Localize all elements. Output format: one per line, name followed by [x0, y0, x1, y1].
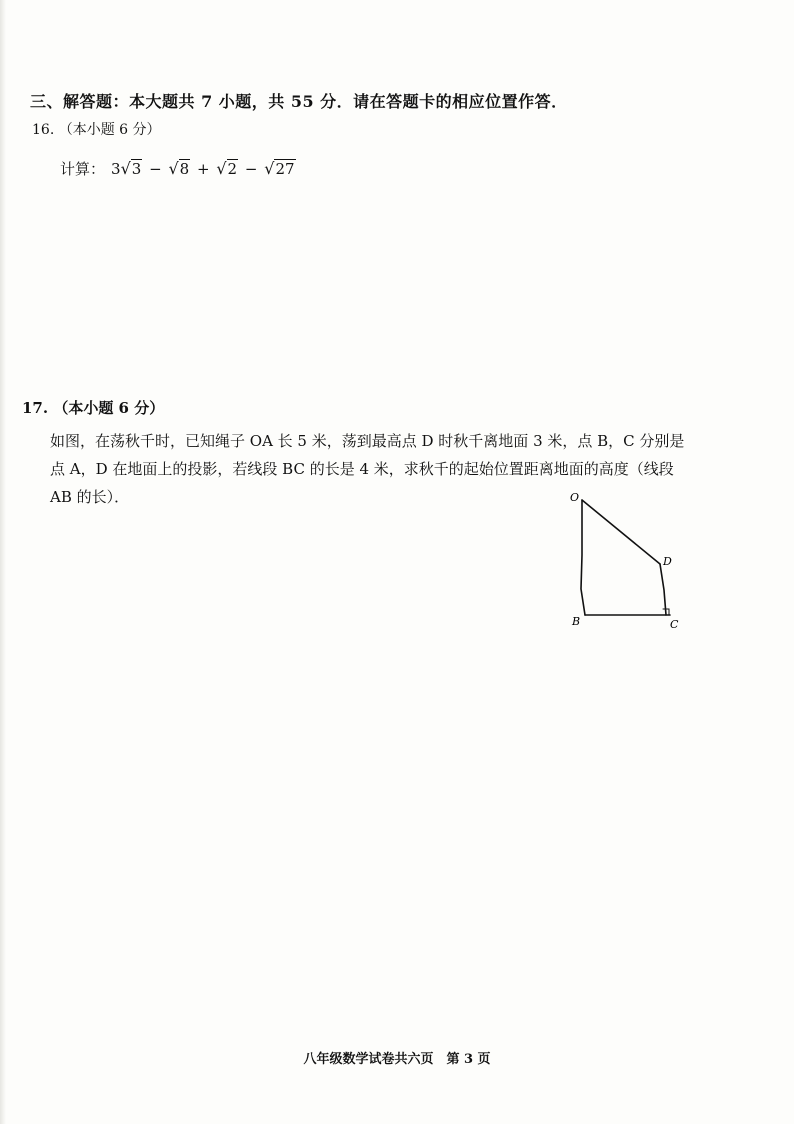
radicand-2: 8 — [179, 160, 190, 178]
segment-DC-line — [660, 564, 666, 615]
radical-4: √27 — [264, 159, 295, 178]
question-16-body — [60, 158, 296, 179]
swing-diagram — [560, 485, 690, 635]
label-C: C — [670, 618, 679, 631]
label-B: B — [572, 615, 581, 628]
operator-3: − — [244, 160, 258, 178]
radical-3: √2 — [216, 159, 238, 178]
question-17-header: 17. （本小题 6 分） — [22, 399, 165, 417]
operator-2: + — [196, 160, 210, 178]
page-footer: 八年级数学试卷共六页 第 3 页 — [303, 1052, 491, 1067]
radicand-4: 27 — [275, 160, 295, 178]
question-17-text: 如图，在荡秋千时，已知绳子 OA 长 5 米，荡到最高点 D 时秋千离地面 3 米，点 B，C 分别是点 A，D 在地面上的投影，若线段 BC 的长是 4 米，求秋千的起始位置距离地面的高度（线段 AB 的长）． — [50, 432, 685, 506]
section-heading: 三、解答题：本大题共 7 小题，共 55 分．请在答题卡的相应位置作答． — [30, 92, 568, 111]
scan-edge-shadow — [0, 0, 6, 1124]
question-16-header: 16. （本小题 6 分） — [32, 122, 161, 138]
radicand-1: 3 — [131, 160, 142, 178]
question-16-prompt: 计算： — [60, 160, 106, 178]
label-O: O — [570, 491, 580, 504]
rope-OA-line — [581, 500, 585, 615]
radicand-3: 2 — [227, 160, 238, 178]
expr-coefficient: 3 — [111, 160, 121, 178]
operator-1: − — [149, 160, 162, 178]
radical-2: √8 — [168, 159, 190, 178]
radical-1: √3 — [120, 159, 142, 178]
label-D: D — [663, 555, 672, 568]
radical-expression — [111, 159, 296, 178]
rope-OD-line — [582, 500, 660, 564]
